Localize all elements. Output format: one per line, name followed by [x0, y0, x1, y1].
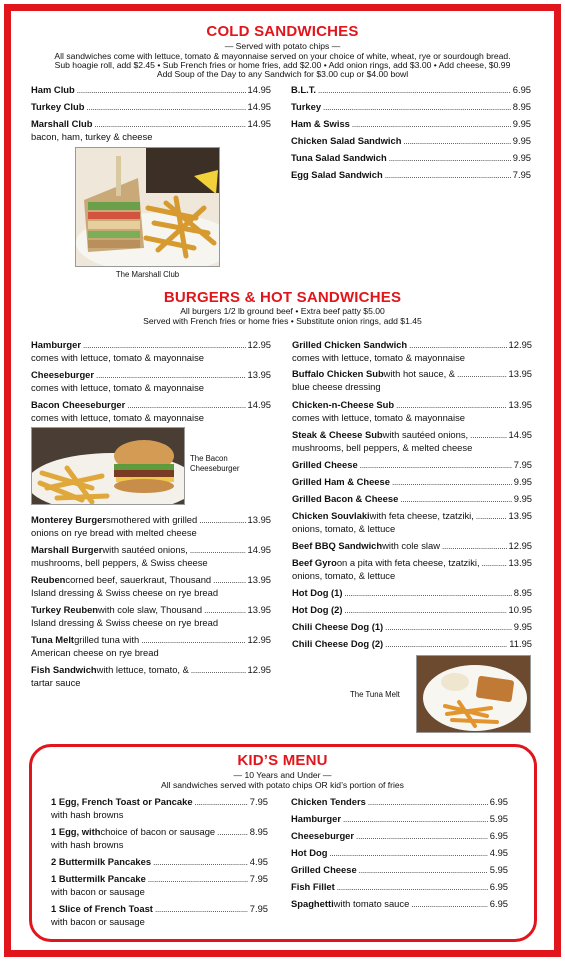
item-name: Ham & Swiss: [291, 118, 350, 129]
item-price: 7.95: [512, 169, 531, 180]
cold-note-1: All sandwiches come with lettuce, tomato & mayonnaise served on your choice of white, wheat, rye or sourdough bread.: [54, 51, 511, 61]
item-name: Turkey Reuben: [31, 604, 99, 615]
item-name: Egg Salad Sandwich: [291, 169, 383, 180]
item-name: Reuben: [31, 574, 66, 585]
menu-item: [291, 847, 508, 860]
item-inline-description: corned beef, sauerkraut, Thousand: [65, 574, 212, 585]
burgers-note-2: Served with French fries or home fries • Substitute onion rings, add $1.45: [143, 316, 422, 326]
item-price: 13.95: [508, 368, 532, 379]
item-inline-description: on a pita with feta cheese, tzatziki,: [336, 557, 480, 568]
item-name: Grilled Cheese: [291, 864, 357, 875]
item-name: Buffalo Chicken Sub: [292, 368, 384, 379]
menu-item: [292, 638, 532, 651]
cold-served-note: — Served with potato chips —: [224, 41, 341, 51]
item-name: Hot Dog: [291, 847, 328, 858]
item-name: Beef Gyro: [292, 557, 337, 568]
item-name: Chicken Salad Sandwich: [291, 135, 402, 146]
item-name: Tuna Salad Sandwich: [291, 152, 387, 163]
menu-item: [51, 796, 268, 821]
item-price: 4.95: [249, 856, 268, 867]
menu-item: [291, 830, 508, 843]
item-description: American cheese on rye bread: [31, 647, 159, 658]
menu-item: [292, 368, 532, 393]
marshall-club-photo: [75, 147, 220, 267]
menu-item: [292, 429, 532, 454]
item-price: 14.95: [247, 399, 271, 410]
tuna-melt-photo: [416, 655, 531, 733]
item-price: 9.95: [513, 476, 532, 487]
item-description: Island dressing & Swiss cheese on rye bread: [31, 587, 219, 598]
item-description: with bacon or sausage: [51, 916, 145, 927]
item-inline-description: with tomato sauce: [333, 898, 410, 909]
menu-item: [31, 604, 271, 629]
item-name: 1 Egg, with: [51, 826, 101, 837]
item-name: Steak & Cheese Sub: [292, 429, 383, 440]
item-name: Chicken Souvlaki: [292, 510, 370, 521]
item-price: 14.95: [247, 84, 271, 95]
item-name: 1 Buttermilk Pancake: [51, 873, 146, 884]
item-name: Hot Dog (1): [292, 587, 343, 598]
item-price: 12.95: [247, 664, 271, 675]
bacon-cheeseburger-caption-line1: The Bacon: [190, 454, 228, 463]
item-price: 7.95: [249, 796, 268, 807]
item-description: mushrooms, bell peppers, & melted cheese: [292, 442, 473, 453]
menu-item: [31, 399, 271, 424]
menu-item: [31, 369, 271, 394]
burgers-note-1: All burgers 1/2 lb ground beef • Extra beef patty $5.00: [180, 306, 385, 316]
item-name: B.L.T.: [291, 84, 316, 95]
item-name: Hamburger: [31, 339, 82, 350]
item-price: 13.95: [508, 510, 532, 521]
menu-item: [291, 118, 531, 131]
burgers-title: BURGERS & HOT SANDWICHES: [163, 289, 402, 306]
bacon-cheeseburger-photo: [31, 427, 185, 505]
item-price: 9.95: [513, 621, 532, 632]
cold-note-3: Add Soup of the Day to any Sandwich for $3.00 cup or $4.00 bowl: [156, 69, 409, 79]
item-price: 14.95: [247, 118, 271, 129]
item-name: Fish Sandwich: [31, 664, 97, 675]
item-price: 12.95: [247, 339, 271, 350]
item-price: 14.95: [247, 101, 271, 112]
item-name: Spaghetti: [291, 898, 334, 909]
menu-item: [51, 873, 268, 898]
item-inline-description: smothered with grilled: [106, 514, 198, 525]
menu-item: [31, 514, 271, 539]
item-inline-description: grilled tuna with: [74, 634, 140, 645]
item-description: onions on rye bread with melted cheese: [31, 527, 197, 538]
item-name: 1 Egg, French Toast or Pancake: [51, 796, 193, 807]
menu-item: [291, 881, 508, 894]
item-description: onions, tomato, & lettuce: [292, 570, 396, 581]
kids-served-note: All sandwiches served with potato chips OR kid’s portion of fries: [161, 780, 404, 790]
menu-item: [291, 169, 531, 182]
item-name: Grilled Chicken Sandwich: [292, 339, 408, 350]
item-price: 4.95: [489, 847, 508, 858]
menu-item: [291, 135, 531, 148]
item-price: 9.95: [512, 152, 531, 163]
item-description: onions, tomato, & lettuce: [292, 523, 396, 534]
item-name: Hamburger: [291, 813, 342, 824]
item-name: Tuna Melt: [31, 634, 75, 645]
item-name: Grilled Ham & Cheese: [292, 476, 390, 487]
item-price: 11.95: [509, 638, 532, 649]
item-description: comes with lettuce, tomato & mayonnaise: [292, 352, 465, 363]
item-inline-description: with hot sauce, &: [383, 368, 456, 379]
item-price: 8.95: [513, 587, 532, 598]
item-description: blue cheese dressing: [292, 381, 381, 392]
item-description: comes with lettuce, tomato & mayonnaise: [31, 412, 204, 423]
item-price: 9.95: [512, 118, 531, 129]
menu-item: [291, 152, 531, 165]
item-price: 7.95: [249, 903, 268, 914]
item-price: 10.95: [508, 604, 532, 615]
menu-item: [291, 864, 508, 877]
item-price: 7.95: [513, 459, 532, 470]
item-description: with bacon or sausage: [51, 886, 145, 897]
item-name: Chili Cheese Dog (1): [292, 621, 384, 632]
menu-item: [292, 510, 532, 535]
item-name: Bacon Cheeseburger: [31, 399, 126, 410]
item-description: with hash browns: [51, 839, 124, 850]
menu-item: [292, 459, 532, 472]
menu-item: [31, 84, 271, 97]
item-price: 12.95: [247, 634, 271, 645]
menu-item: [292, 587, 532, 600]
tuna-melt-caption: The Tuna Melt: [350, 690, 400, 699]
item-price: 5.95: [489, 813, 508, 824]
item-price: 5.95: [489, 864, 508, 875]
kids-age-note: — 10 Years and Under —: [233, 770, 332, 780]
item-price: 6.95: [512, 84, 531, 95]
item-name: 2 Buttermilk Pancakes: [51, 856, 152, 867]
item-name: Monterey Burger: [31, 514, 107, 525]
item-price: 7.95: [249, 873, 268, 884]
item-inline-description: with sautéed onions,: [102, 544, 188, 555]
item-description: with hash browns: [51, 809, 124, 820]
item-price: 14.95: [508, 429, 532, 440]
item-name: Ham Club: [31, 84, 75, 95]
item-name: 1 Slice of French Toast: [51, 903, 153, 914]
item-name: Marshall Club: [31, 118, 93, 129]
item-description: comes with lettuce, tomato & mayonnaise: [292, 412, 465, 423]
bacon-cheeseburger-caption-line2: Cheeseburger: [190, 464, 240, 473]
menu-item: [51, 856, 268, 869]
item-price: 9.95: [513, 493, 532, 504]
menu-item: [292, 557, 532, 582]
menu-item: [291, 813, 508, 826]
item-price: 6.95: [489, 898, 508, 909]
menu-item: [291, 84, 531, 97]
menu-item: [291, 796, 508, 809]
item-inline-description: with lettuce, tomato, &: [96, 664, 189, 675]
menu-item: [31, 339, 271, 364]
cold-note-2: Sub hoagie roll, add $2.45 • Sub French fries or home fries, add $2.00 • Add onion rings, add $3.00 • Add cheese, $0.99: [54, 60, 511, 70]
item-name: Chicken Tenders: [291, 796, 366, 807]
item-name: Grilled Cheese: [292, 459, 358, 470]
item-inline-description: with feta cheese, tzatziki,: [369, 510, 474, 521]
item-description: comes with lettuce, tomato & mayonnaise: [31, 352, 204, 363]
item-price: 12.95: [508, 540, 532, 551]
item-name: Grilled Bacon & Cheese: [292, 493, 399, 504]
marshall-club-caption: The Marshall Club: [115, 270, 180, 279]
item-name: Cheeseburger: [291, 830, 355, 841]
item-price: 14.95: [247, 544, 271, 555]
item-inline-description: choice of bacon or sausage: [100, 826, 216, 837]
item-price: 12.95: [508, 339, 532, 350]
item-inline-description: with cole slaw, Thousand: [98, 604, 203, 615]
menu-item: [31, 634, 271, 659]
cold-sandwiches-title: COLD SANDWICHES: [206, 23, 359, 40]
item-price: 6.95: [489, 881, 508, 892]
item-name: Turkey: [291, 101, 322, 112]
item-name: Turkey Club: [31, 101, 85, 112]
item-description: mushrooms, bell peppers, & Swiss cheese: [31, 557, 208, 568]
item-inline-description: with cole slaw: [382, 540, 440, 551]
item-name: Marshall Burger: [31, 544, 103, 555]
menu-item: [31, 664, 271, 689]
item-description: comes with lettuce, tomato & mayonnaise: [31, 382, 204, 393]
menu-item: [291, 101, 531, 114]
item-price: 13.95: [247, 604, 271, 615]
item-price: 9.95: [512, 135, 531, 146]
item-description: Island dressing & Swiss cheese on rye bread: [31, 617, 219, 628]
menu-item: [31, 118, 271, 143]
menu-item: [292, 540, 532, 553]
menu-item: [291, 898, 508, 911]
item-name: Beef BBQ Sandwich: [292, 540, 383, 551]
menu-item: [31, 574, 271, 599]
menu-item: [292, 476, 532, 489]
menu-item: [31, 101, 271, 114]
item-name: Chili Cheese Dog (2): [292, 638, 384, 649]
kids-menu-title: KID’S MENU: [237, 752, 328, 769]
item-description: bacon, ham, turkey & cheese: [31, 131, 153, 142]
item-price: 6.95: [489, 830, 508, 841]
item-price: 8.95: [249, 826, 268, 837]
item-description: tartar sauce: [31, 677, 81, 688]
item-price: 13.95: [247, 369, 271, 380]
item-price: 8.95: [512, 101, 531, 112]
menu-item: [292, 339, 532, 364]
menu-item: [292, 604, 532, 617]
item-price: 6.95: [489, 796, 508, 807]
item-price: 13.95: [508, 399, 532, 410]
menu-item: [292, 399, 532, 424]
item-inline-description: with sautéed onions,: [382, 429, 469, 440]
menu-item: [292, 621, 532, 634]
item-name: Fish Fillet: [291, 881, 335, 892]
menu-item: [51, 903, 268, 928]
item-name: Chicken-n-Cheese Sub: [292, 399, 395, 410]
item-price: 13.95: [247, 574, 271, 585]
item-price: 13.95: [508, 557, 532, 568]
menu-item: [292, 493, 532, 506]
item-name: Hot Dog (2): [292, 604, 343, 615]
menu-item: [51, 826, 268, 851]
item-price: 13.95: [247, 514, 271, 525]
item-name: Cheeseburger: [31, 369, 95, 380]
menu-item: [31, 544, 271, 569]
